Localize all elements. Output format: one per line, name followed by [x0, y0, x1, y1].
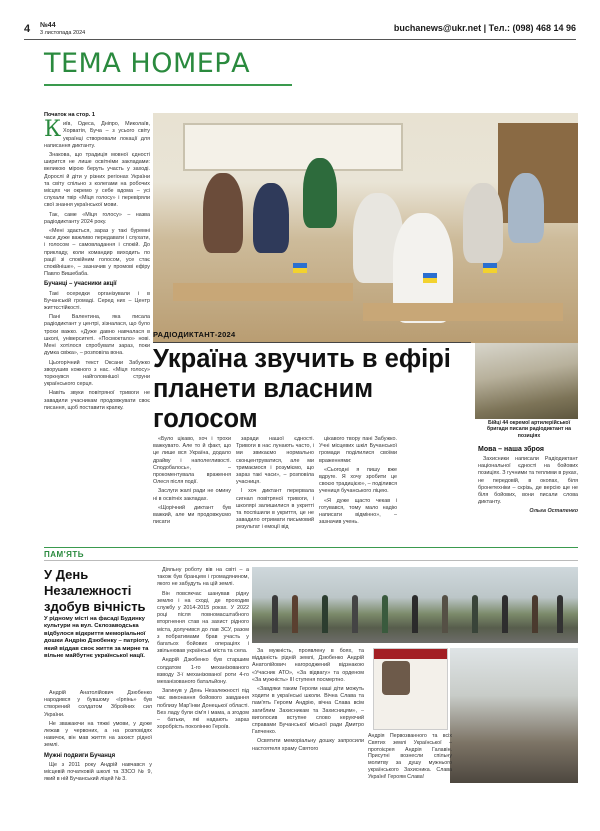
memorial-lead: У рідному місті на фасаді Будинку культури на вул. Склозаводська відбулося відкриття меморіальної дошки Андрію Дзюбенку – патріоту, який віддав своє життя за мирне та вільне майбутнє української нації.	[44, 616, 150, 660]
paragraph: Не зважаючи на тяжкі умови, у дуже лежав у червоних, а на розповідях навичок, він мав життя на захист рідної землі.	[44, 720, 152, 749]
paragraph: Ще з 2011 року Андрій навчався у місцевій початковій школі та ЗЗСО № 9, який в ній Бучанський ліцей № 3.	[44, 761, 152, 783]
person	[472, 595, 478, 633]
person	[502, 595, 508, 633]
plaque-band	[374, 649, 447, 659]
soldier-photo	[475, 343, 578, 419]
page-number: 4	[24, 23, 31, 35]
article2-col1	[44, 690, 152, 830]
paragraph: Так, саме «Міця голосу» – назва радіодиктанту 2024 року.	[44, 211, 150, 225]
paragraph: За мужність, проявлену в боях, та відданість рідній землі, Дзюбенко Андрій Анатолійович нагороджений відзнакою «Учасник АТО», «За відвагу» та орденом «За мужність» III ступеня посмертно.	[252, 648, 364, 683]
subheading: Бучанці – учасники акції	[44, 281, 117, 288]
paragraph: І хоч диктант перервала сигнал повітряної тривоги, і школярі залишилися в укритті та поспішили в укриття, це не завадило отримати письмовий результат і емоції від	[236, 488, 314, 531]
student	[203, 173, 243, 253]
subheading: Мова – наша зброя	[478, 446, 544, 453]
flag-icon	[423, 273, 437, 283]
lead-line: Початок на стор. 1	[44, 112, 95, 118]
memorial-plaque-photo	[373, 648, 448, 730]
paragraph: «Я дуже щасто чекав і готувався, тому мало надію написати відмінно», – зазначив учень.	[319, 497, 397, 526]
paragraph: Захисники написали Радіодиктант національної єдності на бойових позиціях. З гучними та теплими в руках, не передовій, в окопах, біля бронетехніки – скрізь, де версію ще не біля бойових, вони писали слова диктанту.	[478, 456, 578, 506]
teacher	[303, 158, 337, 228]
mourners-photo	[450, 648, 578, 783]
memorial-closing-text: Андрія Первозванного та всіх Святих землі Української – протоієрея Андрія Галавін. Присутні вознесли спільну молитву за душу мужнього українського Захисника. Слава Україні! Героям Слава!	[368, 733, 452, 780]
person	[442, 595, 448, 633]
desk	[363, 303, 563, 321]
section-rule	[44, 84, 292, 86]
person	[532, 595, 538, 633]
person	[382, 595, 388, 633]
paragraph: Діяльну роботу вів на світі – а також був бранцем і громадянином, якого не забудуть на цій землі.	[157, 567, 249, 588]
student	[463, 183, 503, 263]
paragraph: Пані Валентина, яка писала радіодиктант у центрі, зізналася, що було трохи важко. «Дуже давно навчалася в школі, університеті. «Посмоктало» нові. Мені хотілося спробувати зараз, поки думка свіжа», – розповіла вона.	[44, 314, 150, 357]
person	[292, 595, 298, 633]
paragraph: Освятити меморіальну дошку запросили настоятеля храму Святого	[252, 738, 364, 752]
article2-col3	[252, 648, 364, 830]
article1-col1	[44, 112, 150, 540]
subheading: Мужні подвиги Бучанця	[44, 752, 116, 759]
paragraph: заради нашої єдності. Тривоги в нас лунають часто, і ми звикаємо нормально сконцентруватися, але ми тримаємося і розуміємо, що зараз такі часи», – розповіла учасниця.	[236, 436, 314, 486]
article1-col2	[153, 436, 231, 544]
paragraph: Навіть звуки повітряної тривоги не завадили учасникам продовжувати своє писання, щоб поставити крапку.	[44, 390, 150, 411]
desk	[173, 283, 353, 301]
paragraph: цікавого твору пані Забужко. Учні місцевих шкіл Бучанської громади поділилися своїми враженнями:	[319, 436, 397, 464]
classroom-board	[183, 123, 403, 171]
student	[253, 183, 289, 253]
page-header	[24, 20, 576, 40]
portrait	[382, 661, 410, 695]
paragraph: Загинув у День Незалежності під час виконання бойового завдання поблизу Мар'їнки Донецької області. Без ладу були сім'я і мама, а згодом – батьки, які надають зараз хоробрість поколінню Героїв.	[157, 688, 249, 731]
author-signature: Ольга Остапенко	[529, 508, 578, 515]
article2-col2	[157, 567, 249, 829]
person	[322, 595, 328, 633]
section-title: ТЕМА НОМЕРА	[44, 48, 251, 79]
issue-number: №44	[40, 22, 56, 29]
person	[412, 595, 418, 633]
paragraph: Андрій Дзюбенко був старшим солдатом 1-го механізованого взводу 3-ї механізованої роти 4-го механізованого батальйону.	[157, 657, 249, 686]
paragraph: «Мені здається, зараз у такі буремні часи дуже важливо передавати і слухати, і голосом – самовладання і спокій. До прикладу, коли командир виходить по рації зі спокійним голосом, усе стає спокійніше», – зазначив у промові ефіру Павло Вишебаба.	[44, 228, 150, 278]
flag-icon	[293, 263, 307, 273]
issue-date: 3 листопада 2024	[40, 30, 86, 36]
section-divider	[44, 547, 578, 548]
ceremony-photo	[252, 567, 578, 643]
article1-col3	[236, 436, 314, 544]
flag-icon	[483, 263, 497, 273]
headline: Україна звучить в ефірі планети власним голосом	[153, 345, 451, 433]
person	[557, 595, 563, 633]
section-label-rule	[44, 560, 578, 561]
dropcap: К	[44, 117, 62, 143]
paragraph: Заслуги жалі ради не омину ні в освітніх закладах.	[153, 488, 231, 502]
kicker-rule	[153, 342, 471, 343]
paragraph: «Було цікаво, хоч і трохи важкувато. Але то й факт, що це лише вся Україна, додало драйву і наполегливості. Сподобалось», – прокоментувала враження Олеся після події.	[153, 436, 231, 486]
section-label: ПАМ'ЯТЬ	[44, 550, 84, 559]
memorial-headline: У День Незалежності здобув вічність	[44, 567, 146, 614]
paragraph: Знакова, що традиція мовної єдності ширится не лише освітніми закладами: великою мірою беруть участь у заході. Дорослі й діти у різних регіонах України та світу спільно з колегами на робочих місцях чи окремо у себе вдома – усі слухали твір «Міця голосу» і перевіряли свої знання української мови.	[44, 152, 150, 209]
student	[508, 173, 544, 243]
paragraph: Андрій Анатолійович Дзюбенко народився у бувшому «Ірпінь» був створений солдатом Збройних сил України.	[44, 690, 152, 718]
article1-col5	[478, 456, 578, 544]
paragraph: Такі осередки організували і в Бучанській громаді. Серед них – Центр життєстійкості.	[44, 290, 150, 312]
kicker: РАДІОДИКТАНТ-2024	[153, 330, 236, 339]
photo-caption: Бійці 44 окремої артилерійської бригади писали радіодиктант на позиціях	[486, 420, 572, 439]
paragraph: «Щорічний диктант був важкий, але ми продовжуємо писати	[153, 504, 231, 526]
contacts: buchanews@ukr.net | Тел.: (098) 468 14 96	[393, 23, 576, 33]
paragraph: Він повсякчас шанував рідну землю і на сході, де проходив службу у 2014-2015 роках. У 2022 році після повномасштабного вторгнення став на захист рідного міста, долучився до лав ЗСУ, разом з побратимами брав участь у багатьох бойових операціях і звільнював українські міста та села.	[157, 590, 249, 655]
person	[352, 595, 358, 633]
classroom-photo	[153, 113, 578, 343]
person	[272, 595, 278, 633]
paragraph: «Сьогодні я пишу вже вдруге. Я хочу зробити це своєю традицією», – поділився учениця бучанського ліцею.	[319, 466, 397, 495]
paragraph: «Завдяки таким Героям наші діти можуть ходити в українські школи. Вічна Слава та пам'ять Героям Андрію, вічна Слава всім загиблим Захисникам та Захисницям», – виголосив вступне слово керуючий справами Бучанської міської ради Дмитро Гапченко.	[252, 686, 364, 736]
paragraph: Цьогорічний текст Оксани Забужко зворушив кожного з нас. «Міця голосу» торкнувся найголовнішої струни українського серця.	[44, 359, 150, 388]
paragraph: иїв, Одеса, Дніпро, Миколаїв, Хорватія, Буча – з усього світу українці створювали локації для написання диктанту.	[44, 121, 150, 149]
article1-col4	[319, 436, 397, 544]
